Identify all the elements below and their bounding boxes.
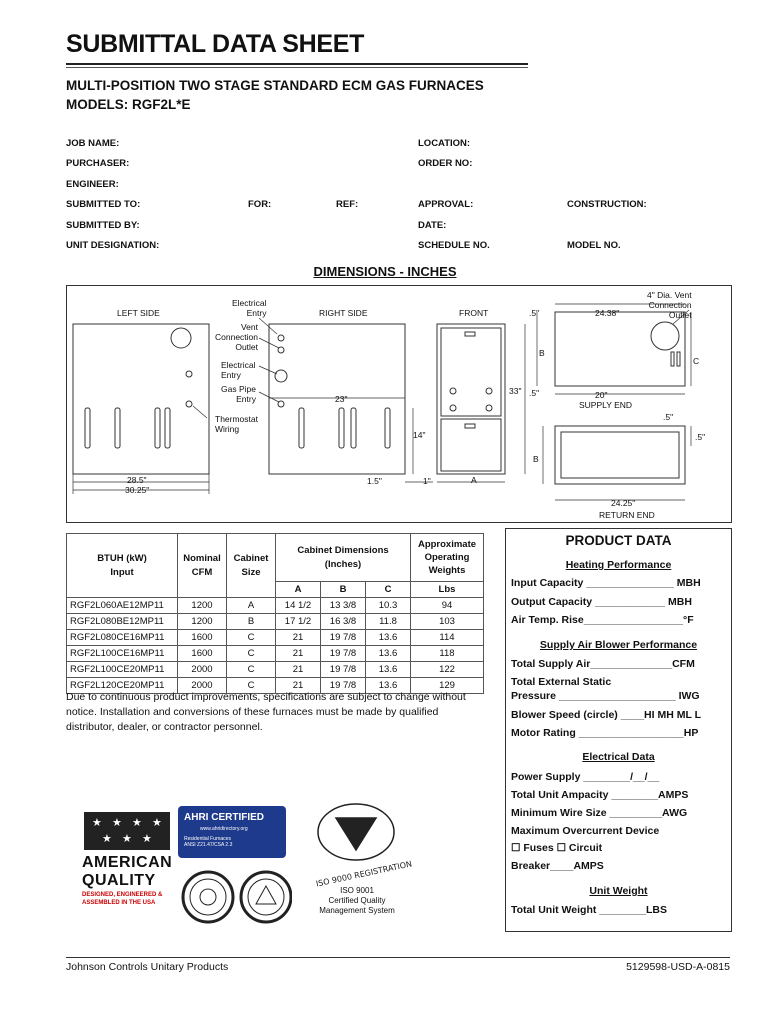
purchaser-label: PURCHASER: xyxy=(66,158,130,169)
a-cell: 21 xyxy=(276,630,321,646)
b-cell: 19 7/8 xyxy=(321,678,366,694)
a-cell: 17 1/2 xyxy=(276,614,321,630)
ref-label: REF: xyxy=(336,199,359,210)
gas-pipe-entry-label: Gas Pipe Entry xyxy=(221,384,256,404)
fuses-circuit-checkboxes[interactable]: ☐ Fuses ☐ Circuit xyxy=(511,842,603,854)
title-rule-thin xyxy=(66,67,528,68)
submitted-by-label: SUBMITTED BY: xyxy=(66,220,140,231)
dim-b-header: B xyxy=(321,582,366,598)
size-cell: A xyxy=(227,598,276,614)
engineer-label: ENGINEER: xyxy=(66,179,119,190)
electrical-entry-2-label: Electrical Entry xyxy=(221,360,256,380)
lbs-cell: 103 xyxy=(411,614,484,630)
thermostat-wiring-label: Thermostat Wiring xyxy=(215,414,258,434)
size-cell: C xyxy=(227,630,276,646)
ahri-url-text: www.ahridirectory.org xyxy=(200,826,248,832)
electrical-entry-label: Electrical Entry xyxy=(232,298,267,318)
a-cell: 21 xyxy=(276,678,321,694)
specs-table xyxy=(66,533,484,694)
total-unit-ampacity-field[interactable]: Total Unit Ampacity ________AMPS xyxy=(511,789,689,801)
iso-certified-quality-text: Certified Quality xyxy=(328,896,386,905)
motor-rating-field[interactable]: Motor Rating __________________HP xyxy=(511,727,699,739)
model-no-label: MODEL NO. xyxy=(567,240,621,251)
title-rule xyxy=(66,63,528,65)
model-cell: RGF2L100CE16MP11 xyxy=(67,646,178,662)
lbs-cell: 129 xyxy=(411,678,484,694)
job-name-label: JOB NAME: xyxy=(66,138,120,149)
svg-text:★: ★ xyxy=(152,816,162,829)
order-no-label: ORDER NO: xyxy=(418,158,473,169)
dim-1-5: 1.5" xyxy=(367,476,382,486)
svg-text:★: ★ xyxy=(92,816,102,829)
c-cell: 13.6 xyxy=(366,630,411,646)
dim-24-25: 24.25" xyxy=(611,498,636,508)
size-cell: C xyxy=(227,678,276,694)
schedule-no-label: SCHEDULE NO. xyxy=(418,240,490,251)
min-wire-size-field[interactable]: Minimum Wire Size _________AWG xyxy=(511,807,688,819)
models-line: MODELS: RGF2L*E xyxy=(66,97,191,112)
dim-28-5: 28.5" xyxy=(127,475,147,485)
blower-performance-title: Supply Air Blower Performance xyxy=(539,639,698,651)
pressure-field[interactable]: Pressure ____________________ IWG xyxy=(511,690,700,702)
lbs-cell: 122 xyxy=(411,662,484,678)
dimensions-heading: DIMENSIONS - INCHES xyxy=(313,264,457,279)
front-label: FRONT xyxy=(459,308,489,318)
power-supply-field[interactable]: Power Supply ________/__/__ xyxy=(511,771,660,783)
dim-1: 1" xyxy=(423,476,431,486)
iso-management-text: Management System xyxy=(319,906,395,915)
svg-text:★: ★ xyxy=(132,816,142,829)
svg-text:★: ★ xyxy=(112,816,122,829)
table-row xyxy=(67,662,484,678)
cfm-cell: 2000 xyxy=(178,662,227,678)
product-data-title: PRODUCT DATA xyxy=(565,533,672,548)
disclaimer-note: Due to continuous product improvements, specifications are subject to change without notice. Installation and conversions of these furnaces must be made by qualified distributor, dealer, or contractor personnel. xyxy=(66,691,466,733)
cabinet-dims-header: Cabinet Dimensions (Inches) xyxy=(276,534,411,582)
certification-logos xyxy=(80,800,500,940)
lbs-cell: 114 xyxy=(411,630,484,646)
c-cell: 10.3 xyxy=(366,598,411,614)
dim-b-return: B xyxy=(533,454,539,464)
dim-a-header: A xyxy=(276,582,321,598)
dim-0-5-return-side: .5" xyxy=(695,432,706,442)
total-unit-weight-field[interactable]: Total Unit Weight ________LBS xyxy=(511,904,667,916)
svg-text:★: ★ xyxy=(142,832,152,845)
dim-33: 33" xyxy=(509,386,522,396)
cfm-cell: 2000 xyxy=(178,678,227,694)
btuh-header: BTUH (kW) Input xyxy=(67,534,178,598)
dim-24-38: 24.38" xyxy=(595,308,620,318)
dim-c-header: C xyxy=(366,582,411,598)
nominal-cfm-header: Nominal CFM xyxy=(178,534,227,598)
vent-dia-label: 4" Dia. Vent Connection Outlet xyxy=(647,290,692,320)
dim-30-25: 30.25" xyxy=(125,485,150,495)
iso-9000-logo xyxy=(296,800,416,890)
cfm-cell: 1200 xyxy=(178,598,227,614)
dim-c: C xyxy=(693,356,700,366)
heating-performance-title: Heating Performance xyxy=(565,559,672,571)
cabinet-size-header: Cabinet Size xyxy=(227,534,276,598)
dim-14: 14" xyxy=(413,430,426,440)
input-capacity-field[interactable]: Input Capacity _______________ MBH xyxy=(511,577,701,589)
construction-label: CONSTRUCTION: xyxy=(567,199,647,210)
table-row xyxy=(67,614,484,630)
max-overcurrent-label: Maximum Overcurrent Device xyxy=(511,825,660,837)
size-cell: B xyxy=(227,614,276,630)
iso-arc-text: ISO 9000 REGISTRATION xyxy=(315,859,413,889)
page-title: SUBMITTAL DATA SHEET xyxy=(66,30,365,58)
dim-20: 20" xyxy=(595,390,608,400)
designed-engineered-text: DESIGNED, ENGINEERED & xyxy=(82,892,163,898)
quality-text: QUALITY xyxy=(82,872,156,889)
subtitle: MULTI-POSITION TWO STAGE STANDARD ECM GAS FURNACES xyxy=(66,78,484,93)
lbs-header: Lbs xyxy=(411,582,484,598)
b-cell: 13 3/8 xyxy=(321,598,366,614)
dim-b-supply: B xyxy=(539,348,545,358)
dim-0-5-top: .5" xyxy=(529,308,540,318)
footer-rule xyxy=(66,957,730,958)
cfm-cell: 1200 xyxy=(178,614,227,630)
ahri-small-text: Residential Furnaces ANSI Z21.47/CSA 2.3 xyxy=(184,836,233,848)
b-cell: 19 7/8 xyxy=(321,646,366,662)
model-cell: RGF2L060AE12MP11 xyxy=(67,598,178,614)
b-cell: 19 7/8 xyxy=(321,662,366,678)
lbs-cell: 118 xyxy=(411,646,484,662)
total-external-static-label: Total External Static xyxy=(511,676,612,688)
total-supply-air-field[interactable]: Total Supply Air______________CFM xyxy=(511,658,695,670)
c-cell: 13.6 xyxy=(366,662,411,678)
blower-speed-field[interactable]: Blower Speed (circle) ____HI MH ML L xyxy=(511,709,702,721)
product-data-box xyxy=(505,528,732,932)
svg-text:★: ★ xyxy=(102,832,112,845)
left-side-label: LEFT SIDE xyxy=(117,308,160,318)
table-row xyxy=(67,598,484,614)
model-cell: RGF2L100CE20MP11 xyxy=(67,662,178,678)
dimensions-diagram xyxy=(66,285,732,523)
table-row xyxy=(67,646,484,662)
american-text: AMERICAN xyxy=(82,854,173,871)
footer-doc-number: 5129598-USD-A-0815 xyxy=(626,961,730,973)
a-cell: 21 xyxy=(276,646,321,662)
breaker-field[interactable]: Breaker____AMPS xyxy=(511,860,604,872)
lbs-cell: 94 xyxy=(411,598,484,614)
for-label: FOR: xyxy=(248,199,272,210)
location-label: LOCATION: xyxy=(418,138,471,149)
electrical-data-title: Electrical Data xyxy=(582,751,655,763)
vent-connection-outlet-label: Vent Connection Outlet xyxy=(215,322,259,352)
cfm-cell: 1600 xyxy=(178,646,227,662)
cfm-cell: 1600 xyxy=(178,630,227,646)
a-cell: 14 1/2 xyxy=(276,598,321,614)
stars-icon xyxy=(84,812,170,850)
model-cell: RGF2L080BE12MP11 xyxy=(67,614,178,630)
submitted-to-label: SUBMITTED TO: xyxy=(66,199,141,210)
dim-a: A xyxy=(471,475,477,485)
b-cell: 16 3/8 xyxy=(321,614,366,630)
table-row xyxy=(67,630,484,646)
design-certified-seals-icon xyxy=(180,862,292,932)
size-cell: C xyxy=(227,646,276,662)
date-label: DATE: xyxy=(418,220,447,231)
dim-0-5-supply: .5" xyxy=(529,388,540,398)
return-end-label: RETURN END xyxy=(599,510,655,520)
ahri-certified-text: AHRI CERTIFIED xyxy=(184,812,264,823)
dim-23: 23" xyxy=(335,394,348,404)
unit-designation-label: UNIT DESIGNATION: xyxy=(66,240,160,251)
right-side-label: RIGHT SIDE xyxy=(319,308,368,318)
footer-company: Johnson Controls Unitary Products xyxy=(66,961,229,973)
size-cell: C xyxy=(227,662,276,678)
output-capacity-field[interactable]: Output Capacity ____________ MBH xyxy=(511,596,692,608)
assembled-usa-text: ASSEMBLED IN THE USA xyxy=(82,900,156,906)
svg-text:★: ★ xyxy=(122,832,132,845)
air-temp-rise-field[interactable]: Air Temp. Rise_________________°F xyxy=(511,614,694,626)
model-cell: RGF2L120CE20MP11 xyxy=(67,678,178,694)
dim-0-5-return-top: .5" xyxy=(663,412,674,422)
american-flag-stars-icon xyxy=(84,812,170,850)
a-cell: 21 xyxy=(276,662,321,678)
c-cell: 11.8 xyxy=(366,614,411,630)
approval-label: APPROVAL: xyxy=(418,199,474,210)
unit-weight-title: Unit Weight xyxy=(589,885,648,897)
c-cell: 13.6 xyxy=(366,678,411,694)
iso-9001-text: ISO 9001 xyxy=(340,886,374,895)
model-cell: RGF2L080CE16MP11 xyxy=(67,630,178,646)
weights-header: Approximate Operating Weights xyxy=(411,534,484,582)
c-cell: 13.6 xyxy=(366,646,411,662)
supply-end-label: SUPPLY END xyxy=(579,400,633,410)
b-cell: 19 7/8 xyxy=(321,630,366,646)
